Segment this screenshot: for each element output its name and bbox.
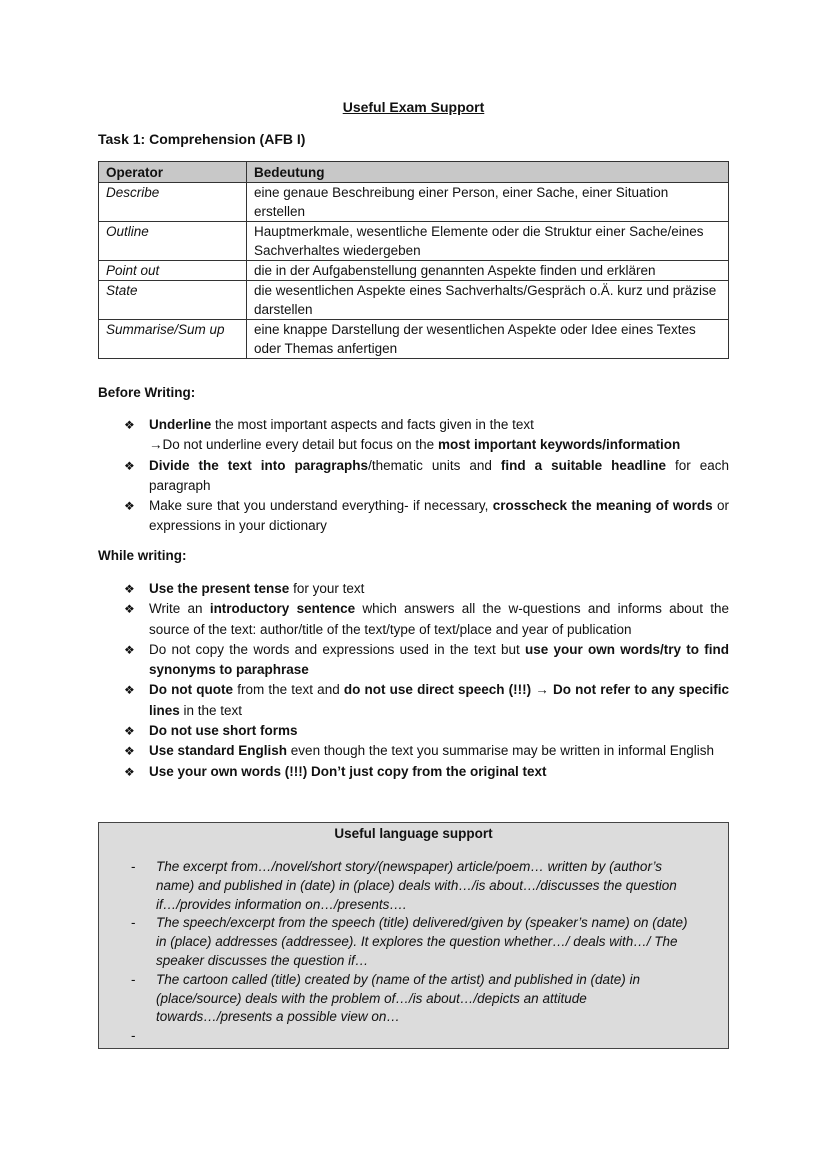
list-item [98,579,729,599]
list-item [99,914,728,970]
list-item [98,456,729,497]
diamond-bullet-icon: ❖ [124,458,135,473]
table-row [99,183,729,222]
diamond-bullet-icon: ❖ [124,418,135,432]
text-run: or expressions in your dictionary [149,498,729,534]
text-run: from the text and [233,682,344,698]
list-item [98,415,729,456]
text-run: Make sure that you understand everything- if necessary, [149,498,493,514]
list-item [98,762,729,782]
diamond-bullet-icon: ❖ [124,744,135,759]
emphasized-text: crosscheck the meaning of words [492,498,713,514]
table-header-row [99,162,729,183]
diamond-bullet-icon: ❖ [124,499,135,514]
operator-cell: Summarise/Sum up [99,320,247,359]
list-item [98,741,729,761]
emphasized-text: Underline [149,417,212,432]
table-row [99,320,729,359]
meaning-cell: Hauptmerkmale, wesentliche Elemente oder die Struktur einer Sache/eines Sachverhaltes wiedergeben [247,222,729,261]
list-item [98,680,729,721]
diamond-bullet-icon: ❖ [124,602,135,617]
emphasized-text: most important keywords/information [437,437,681,453]
diamond-bullet-icon: ❖ [124,582,135,596]
table-row [99,222,729,261]
operators-table [98,161,729,359]
diamond-bullet-icon: ❖ [124,683,135,698]
column-header-bedeutung: Bedeutung [247,162,729,183]
text-run: /thematic units and [368,457,501,473]
meaning-cell: die wesentlichen Aspekte eines Sachverhalts/Gespräch o.Ä. kurz und präzise darstellen [247,281,729,320]
operator-cell: Point out [99,261,247,281]
text-run: the most important aspects and facts given in the text [211,417,534,432]
list-item [98,496,729,537]
diamond-bullet-icon: ❖ [124,724,135,739]
phrase-template: The speech/excerpt from the speech (title) delivered/given by (speaker’s name) on (date) in (place) addresses (addressee). It explores the question whether…/ deals with…/ The speaker discusses the question if… [156,915,688,968]
language-support-title: Useful language support [334,826,493,841]
list-item [98,721,729,741]
phrase-template: The cartoon called (title) created by (name of the artist) and published in (date) in (place/source) deals with the problem of…/is about…/depicts an attitude towards…/presents a possible view on… [156,971,641,1025]
meaning-cell: die in der Aufgabenstellung genannten Aspekte finden und erklären [247,261,729,281]
before-writing-heading: Before Writing: [98,385,196,400]
list-item [99,1027,728,1046]
table-row [99,281,729,320]
emphasized-text: Use your own words (!!!) Don’t just copy from the original text [149,763,547,779]
text-run: even though the text you summarise may be written in informal English [287,743,715,759]
while-writing-heading: While writing: [98,548,187,563]
emphasized-text: use your own words/try to find synonyms to paraphrase [149,641,729,678]
dash-bullet-icon: - [131,915,136,931]
language-support-list [99,858,728,1046]
diamond-bullet-icon: ❖ [124,764,135,779]
operator-cell: Describe [99,183,247,222]
emphasized-text: Do not use short forms [149,723,298,739]
phrase-template: The excerpt from…/novel/short story/(newspaper) article/poem… written by (author’s name) and published in (date) in (place) deals with…/is about…/discusses the question if…/provides information on…/presents…. [156,859,677,912]
text-run: in the text [179,702,243,718]
text-run: for each paragraph [149,457,729,493]
operator-cell: Outline [99,222,247,261]
text-run: which answers all the w-questions and informs about the source of the text: author/title of the text/type of text/place and year of publication [149,601,729,637]
list-item [99,971,728,1027]
emphasized-text: introductory sentence [209,601,356,617]
list-item [99,858,728,914]
emphasized-text: Divide the text into paragraphs [149,457,369,473]
language-support-box [98,822,729,1049]
text-run: Do not copy the words and expressions used in the text but [149,641,525,657]
sub-note [149,435,729,455]
column-header-operator: Operator [99,162,247,183]
operator-cell: State [99,281,247,320]
task-heading: Task 1: Comprehension (AFB I) [98,131,306,147]
text-run: Write an [149,601,210,617]
text-run: for your text [289,581,365,596]
phrase-template [156,1028,160,1043]
emphasized-text: do not use direct speech (!!!) → Do not refer to any specific lines [149,682,730,718]
diamond-bullet-icon: ❖ [124,642,135,657]
before-writing-list [98,415,729,537]
dash-bullet-icon: - [131,1028,136,1044]
dash-bullet-icon: - [131,859,136,874]
emphasized-text: find a suitable headline [500,457,666,473]
meaning-cell: eine knappe Darstellung der wesentlichen Aspekte oder Idee eines Textes oder Themas anfertigen [247,320,729,359]
meaning-cell: eine genaue Beschreibung einer Person, einer Sache, einer Situation erstellen [247,183,729,222]
text-run: →Do not underline every detail but focus on the [149,437,438,453]
list-item [98,599,729,640]
dash-bullet-icon: - [131,971,136,987]
list-item [98,640,729,681]
emphasized-text: Do not quote [149,682,234,698]
emphasized-text: Use standard English [149,743,288,759]
emphasized-text: Use the present tense [149,581,290,596]
document-title: Useful Exam Support [342,99,485,115]
table-row [99,261,729,281]
while-writing-list [98,579,729,782]
